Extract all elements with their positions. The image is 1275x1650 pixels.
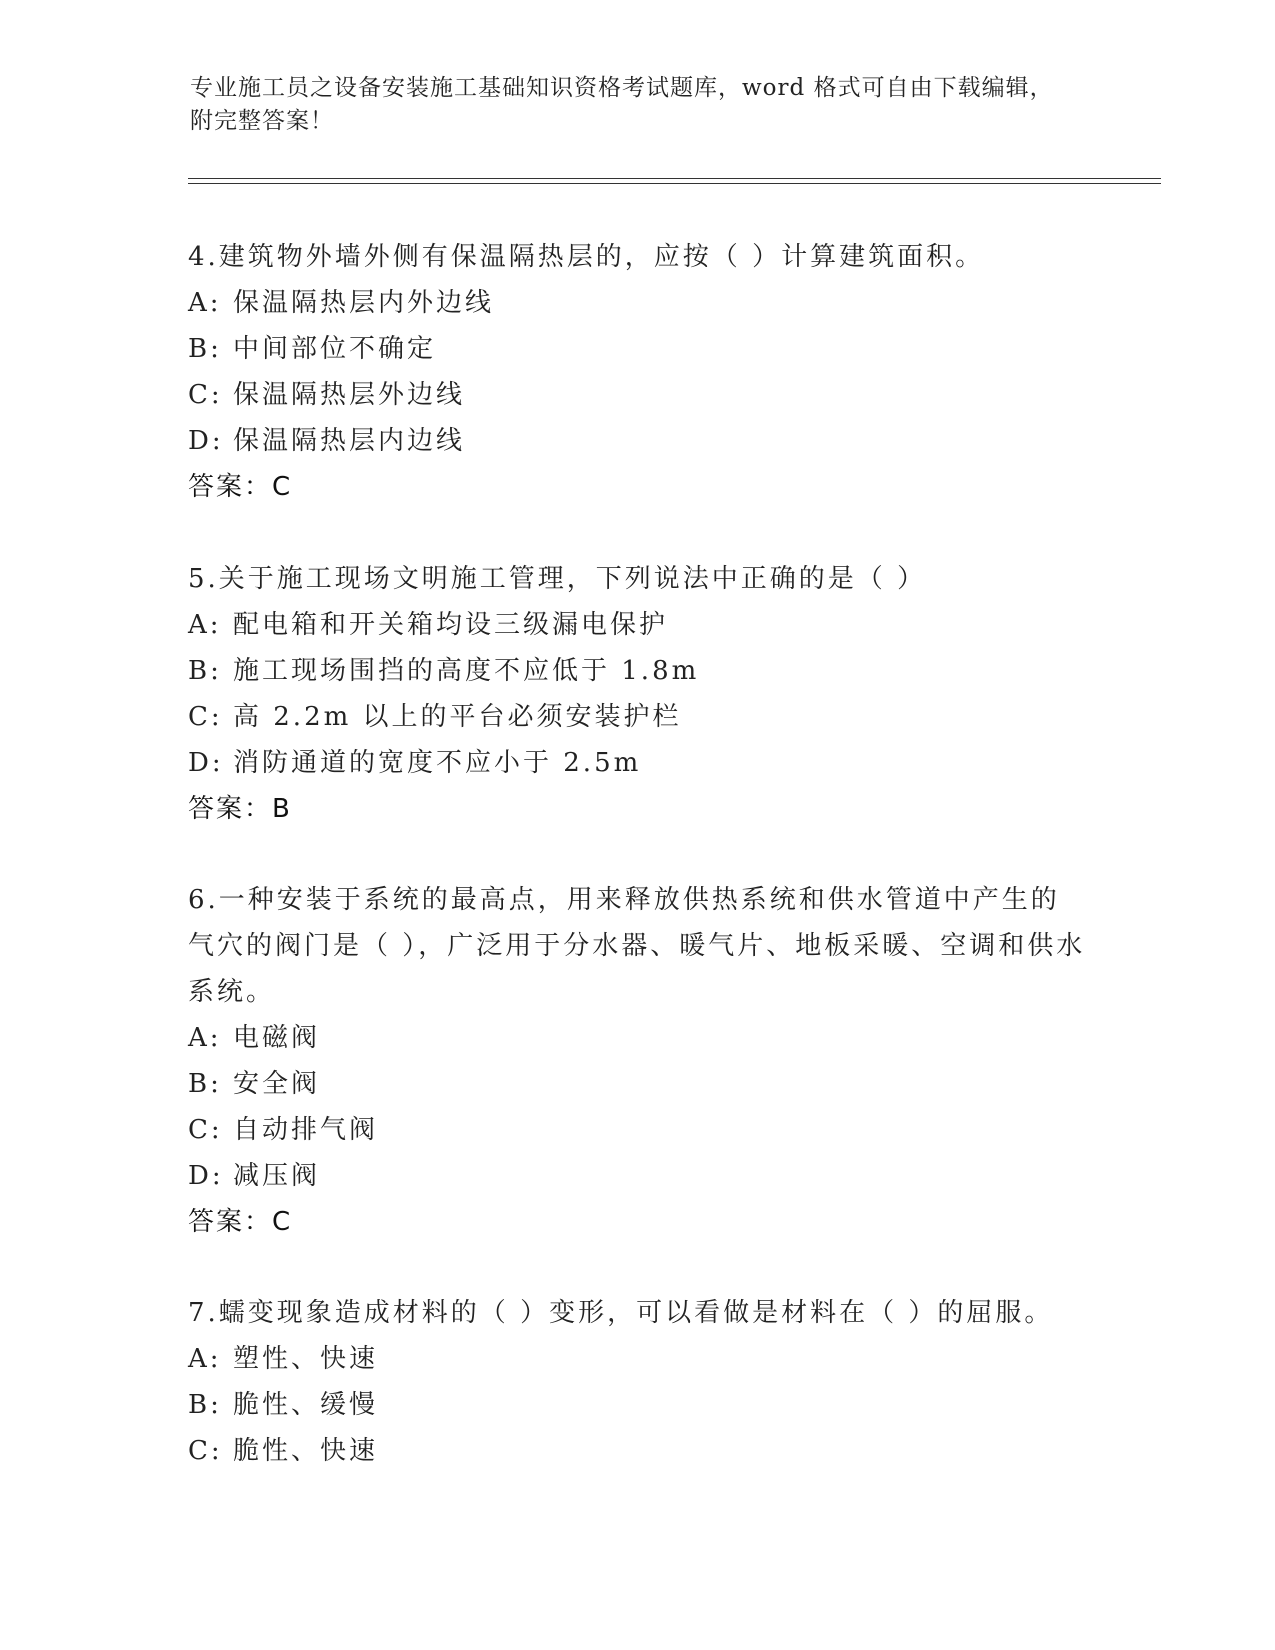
question-4 (188, 234, 1088, 510)
option-c (188, 372, 1088, 418)
option-text: 保温隔热层内边线 (233, 426, 466, 456)
option-text: 安全阀 (233, 1069, 321, 1099)
option-letter: B: (188, 656, 222, 686)
option-letter: D: (188, 1161, 224, 1191)
option-a (188, 602, 1088, 648)
option-b (188, 326, 1088, 372)
option-letter: D: (188, 748, 224, 778)
option-c (188, 1107, 1088, 1153)
header-divider-top (188, 178, 1161, 179)
question-stem: 5.关于施工现场文明施工管理，下列说法中正确的是（ ） (188, 564, 927, 594)
answer-label: 答案：C (188, 1207, 293, 1237)
option-b (188, 1382, 1088, 1428)
option-b (188, 1061, 1088, 1107)
option-text: 施工现场围挡的高度不应低于 1.8m (233, 656, 700, 686)
option-letter: C: (188, 1436, 223, 1466)
option-letter: A: (188, 1344, 222, 1374)
option-letter: A: (188, 1023, 222, 1053)
option-text: 塑性、快速 (233, 1344, 379, 1374)
option-letter: A: (188, 610, 222, 640)
question-6 (188, 877, 1088, 1245)
option-letter: D: (188, 426, 224, 456)
option-text: 消防通道的宽度不应小于 2.5m (233, 748, 642, 778)
question-stem: 6.一种安装于系统的最高点，用来释放供热系统和供水管道中产生的气穴的阀门是（ ），广泛用于分水器、暖气片、地板采暖、空调和供水系统。 (188, 885, 1086, 1007)
question-7 (188, 1290, 1088, 1474)
question-stem: 4.建筑物外墙外侧有保温隔热层的，应按（ ）计算建筑面积。 (188, 242, 985, 272)
option-d (188, 418, 1088, 464)
option-letter: C: (188, 1115, 223, 1145)
option-text: 保温隔热层外边线 (233, 380, 466, 410)
option-b (188, 648, 1088, 694)
option-letter: C: (188, 702, 223, 732)
option-a (188, 280, 1088, 326)
option-text: 脆性、快速 (233, 1436, 379, 1466)
option-a (188, 1015, 1088, 1061)
answer-label: 答案：C (188, 472, 293, 502)
option-letter: B: (188, 1390, 222, 1420)
option-a (188, 1336, 1088, 1382)
header-line-1: 专业施工员之设备安装施工基础知识资格考试题库，word 格式可自由下载编辑， (190, 75, 1054, 101)
option-letter: B: (188, 334, 222, 364)
option-text: 自动排气阀 (233, 1115, 379, 1145)
answer-label: 答案：B (188, 794, 292, 824)
document-header (190, 72, 1090, 138)
option-text: 配电箱和开关箱均设三级漏电保护 (233, 610, 669, 640)
option-text: 减压阀 (233, 1161, 321, 1191)
option-d (188, 740, 1088, 786)
question-stem: 7.蠕变现象造成材料的（ ）变形，可以看做是材料在（ ）的屈服。 (188, 1298, 1054, 1328)
header-line-2: 附完整答案！ (190, 108, 334, 134)
option-c (188, 694, 1088, 740)
header-divider-bottom (188, 183, 1161, 184)
option-d (188, 1153, 1088, 1199)
option-letter: A: (188, 288, 222, 318)
option-c (188, 1428, 1088, 1474)
option-text: 电磁阀 (233, 1023, 321, 1053)
option-letter: B: (188, 1069, 222, 1099)
question-5 (188, 556, 1088, 832)
option-text: 中间部位不确定 (233, 334, 437, 364)
option-text: 高 2.2m 以上的平台必须安装护栏 (233, 702, 682, 732)
option-letter: C: (188, 380, 223, 410)
option-text: 保温隔热层内外边线 (233, 288, 495, 318)
option-text: 脆性、缓慢 (233, 1390, 379, 1420)
